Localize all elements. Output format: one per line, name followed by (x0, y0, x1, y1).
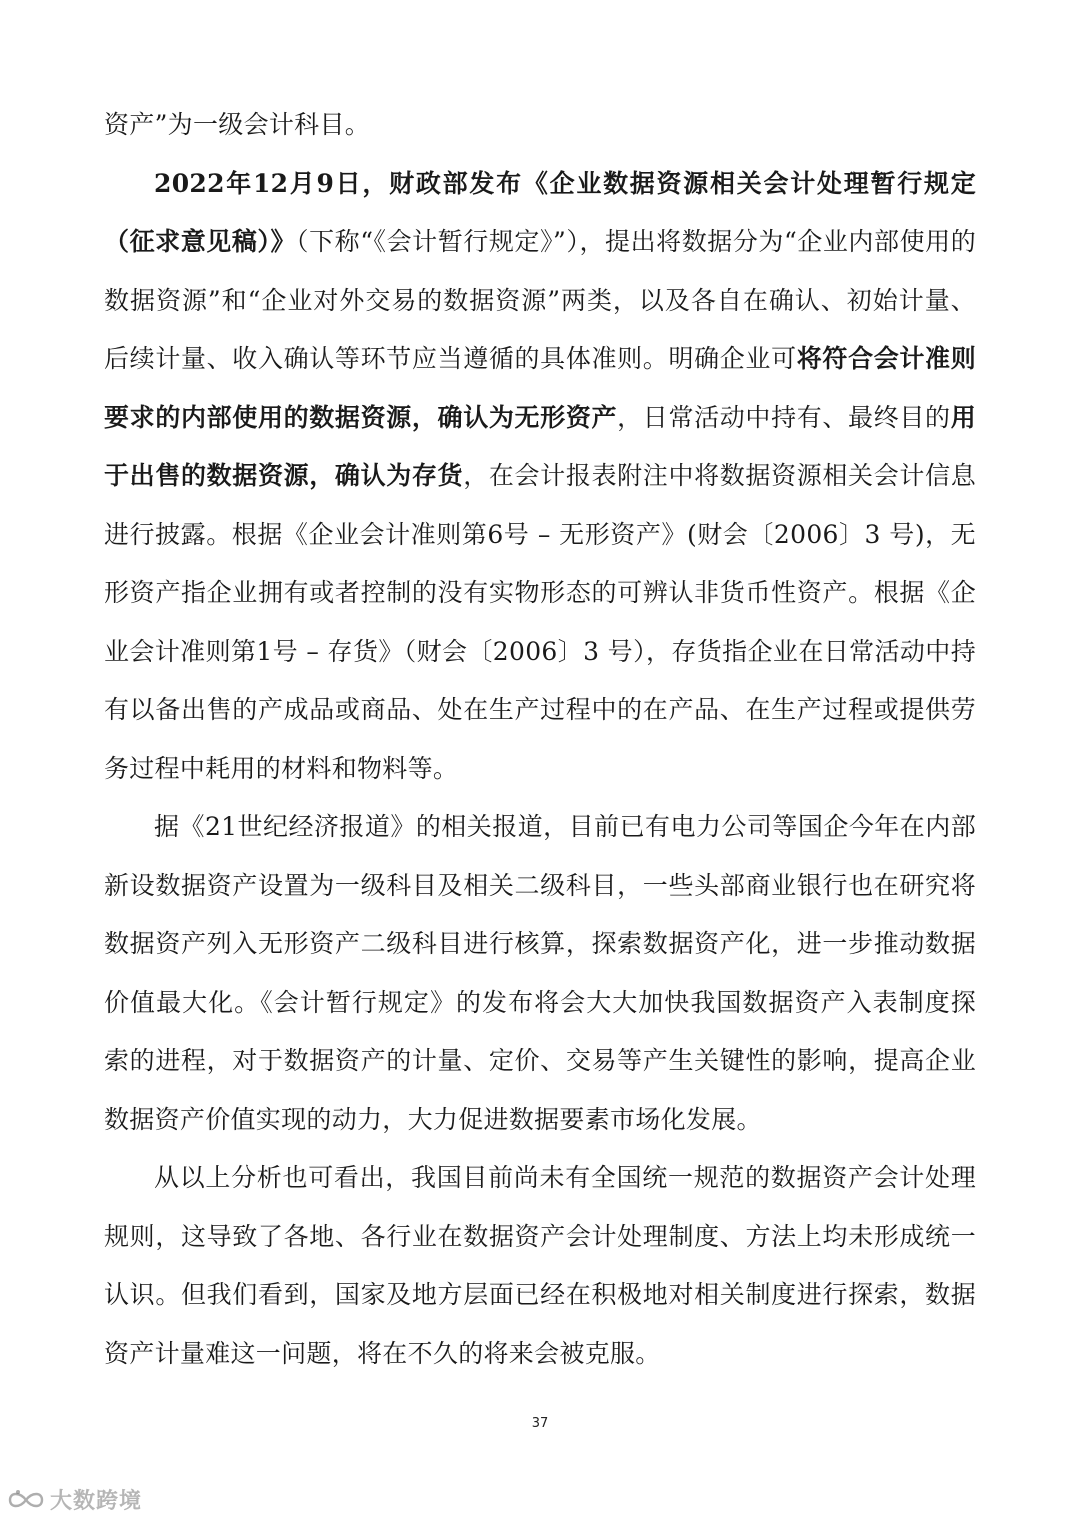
paragraph (104, 1149, 976, 1383)
paragraph (104, 798, 976, 1149)
paragraph (104, 96, 976, 155)
body-text (104, 96, 976, 1383)
text-run: 据《21世纪经济报道》的相关报道，目前已有电力公司等国企今年在内部新设数据资产设置为一级科目及相关二级科目，一些头部商业银行也在研究将数据资产列入无形资产二级科目进行核算，探索数据资产化，进一步推动数据价值最大化。《会计暂行规定》的发布将会大大加快我国数据资产入表制度探索的进程，对于数据资产的计量、定价、交易等产生关键性的影响，提高企业数据资产价值实现的动力，大力促进数据要素市场化发展。 (104, 812, 976, 1134)
page-number: 37 (531, 1416, 549, 1431)
text-run: 资产”为一级会计科目。 (104, 110, 371, 139)
paragraph (104, 155, 976, 799)
bold-text-run: 将符合会计准则要求的内部使用的数据资源，确认为无形资产 (104, 344, 976, 432)
text-run: （下称“《会计暂行规定》”），提出将数据分为“企业内部使用的数据资源”和“企业对外交易的数据资源”两类，以及各自在确认、初始计量、后续计量、收入确认等环节应当遵循的具体准则。明确企业可 (104, 227, 976, 373)
infinity-logo-icon (6, 1486, 46, 1514)
bold-text-run: 用于出售的数据资源，确认为存货 (104, 402, 976, 490)
watermark (6, 1484, 142, 1515)
text-run: 从以上分析也可看出，我国目前尚未有全国统一规范的数据资产会计处理规则，这导致了各地、各行业在数据资产会计处理制度、方法上均未形成统一认识。但我们看到，国家及地方层面已经在积极地对相关制度进行探索，数据资产计量难这一问题，将在不久的将来会被克服。 (104, 1163, 976, 1368)
watermark-text: 大数跨境 (50, 1489, 143, 1514)
bold-text-run: 2022年12月9日，财政部发布《企业数据资源相关会计处理暂行规定（征求意见稿）》 (104, 168, 976, 256)
text-run: ，在会计报表附注中将数据资源相关会计信息进行披露。根据《企业会计准则第6号 – 无形资产》(财会〔2006〕3 号)，无形资产指企业拥有或者控制的没有实物形态的可辨认非货币性资产。根据《企业会计准则第1号 – 存货》（财会〔2006〕3 号），存货指企业在日常活动中持有以备出售的产成品或商品、处在生产过程中的在产品、在生产过程或提供劳务过程中耗用的材料和物料等。 (104, 461, 976, 783)
text-run: ，日常活动中持有、最终目的 (617, 402, 951, 432)
